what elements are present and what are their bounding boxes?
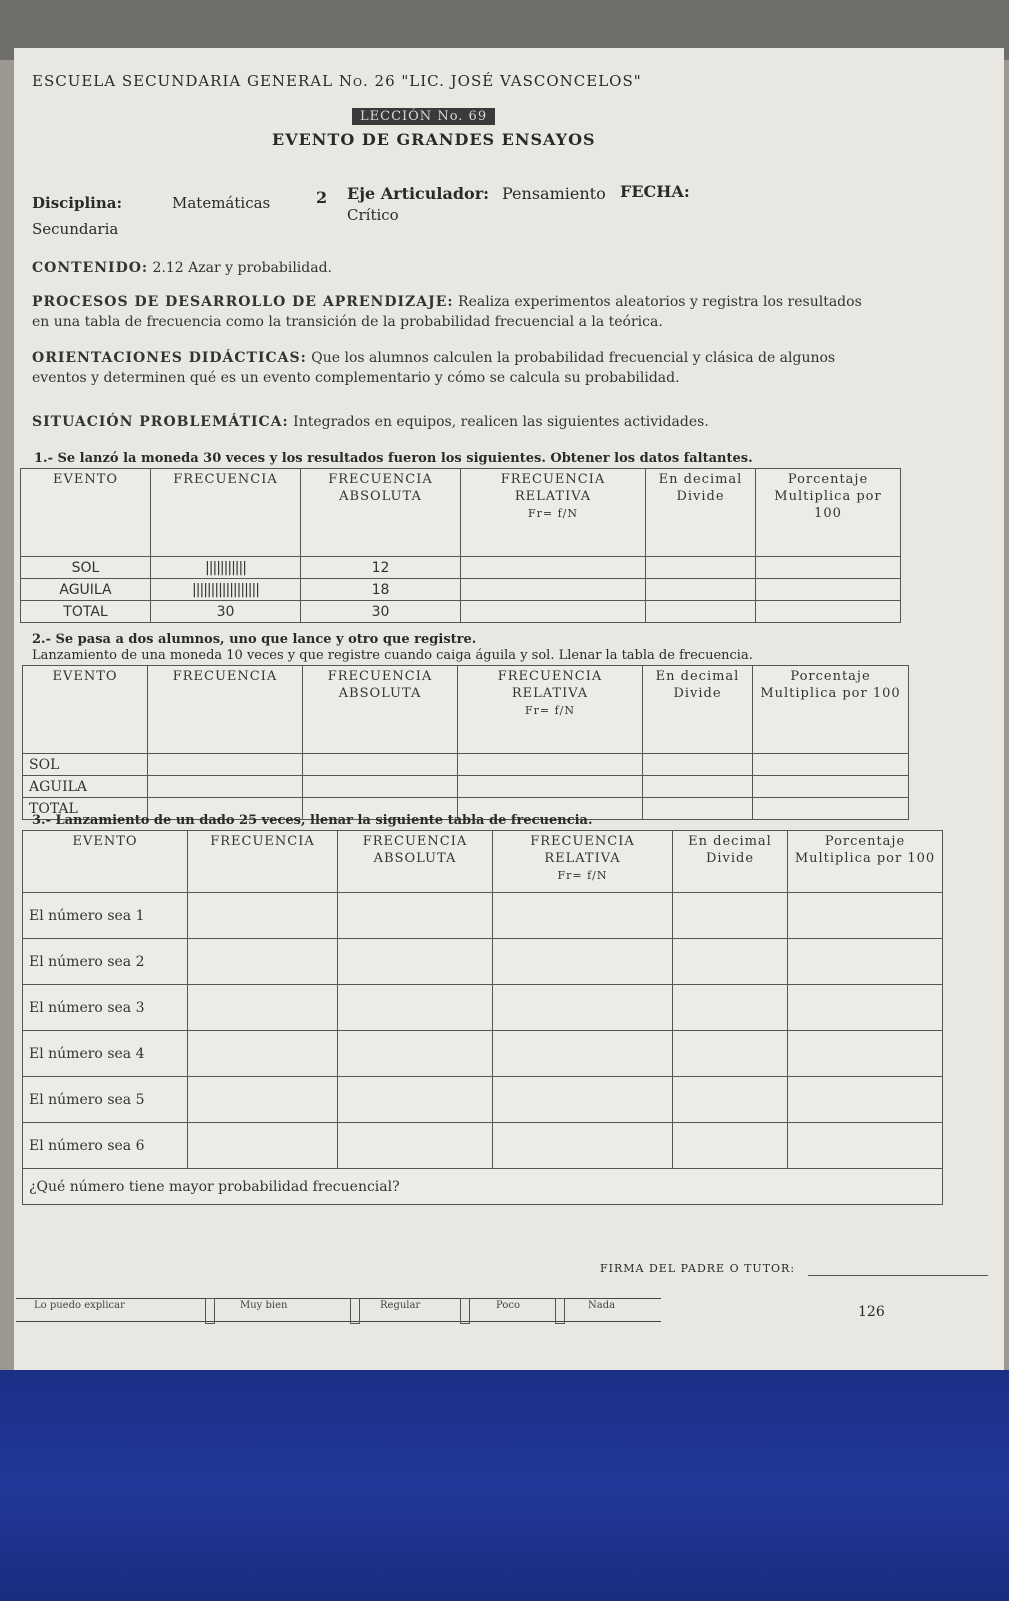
cell-frecuencia[interactable]	[188, 1031, 338, 1077]
cell-porcentaje[interactable]	[788, 1123, 943, 1169]
cell-relativa[interactable]	[493, 893, 673, 939]
discipline-label: Disciplina:	[32, 194, 123, 212]
th-porcentaje: Porcentaje Multiplica por 100	[753, 666, 909, 754]
cell-relativa[interactable]	[493, 1031, 673, 1077]
cell-relativa[interactable]	[461, 601, 646, 623]
frec-relativa-label: FRECUENCIA RELATIVA	[497, 669, 603, 701]
level: Secundaria	[32, 220, 119, 238]
axis-value-2: Crítico	[347, 206, 399, 224]
orientaciones-text: Que los alumnos calculen la probabilidad frecuencial y clásica de algunos eventos y determinen qué es un evento complementario y cómo se calcula su probabilidad.	[32, 350, 836, 386]
cell-absoluta[interactable]: 12	[301, 557, 461, 579]
table2-subcaption: Lanzamiento de una moneda 10 veces y que registre cuando caiga águila y sol. Llenar la tabla de frecuencia.	[32, 648, 753, 663]
cell-relativa[interactable]	[461, 579, 646, 601]
cell-frecuencia[interactable]	[148, 754, 303, 776]
cell-porcentaje[interactable]	[753, 754, 909, 776]
cell-evento: El número sea 2	[23, 939, 188, 985]
cell-evento: El número sea 5	[23, 1077, 188, 1123]
th-frec-absoluta: FRECUENCIA ABSOLUTA	[301, 469, 461, 557]
cell-tally: ||||||||||||||||||	[151, 579, 301, 601]
cell-porcentaje[interactable]	[756, 557, 901, 579]
cell-relativa[interactable]	[461, 557, 646, 579]
th-decimal: En decimal Divide	[643, 666, 753, 754]
th-frec-relativa	[493, 831, 673, 893]
table-row	[23, 1077, 943, 1123]
background-fabric	[0, 1370, 1009, 1601]
formula: Fr= f/N	[527, 507, 578, 520]
th-evento: EVENTO	[23, 666, 148, 754]
contenido-text: 2.12 Azar y probabilidad.	[152, 260, 332, 276]
signature-line[interactable]	[808, 1275, 988, 1276]
axis-value: Pensamiento	[502, 184, 606, 203]
question[interactable]: ¿Qué número tiene mayor probabilidad frecuencial?	[23, 1169, 943, 1205]
th-frecuencia: FRECUENCIA	[148, 666, 303, 754]
table-row	[23, 1031, 943, 1077]
rating-box[interactable]	[350, 1298, 360, 1324]
axis-label: Eje Articulador:	[347, 184, 490, 203]
rating-poco[interactable]: Poco	[496, 1300, 520, 1311]
cell-evento: AGUILA	[23, 776, 148, 798]
cell-evento: AGUILA	[21, 579, 151, 601]
table-row	[21, 557, 901, 579]
orientaciones-label: ORIENTACIONES DIDÁCTICAS:	[32, 350, 307, 366]
cell-absoluta[interactable]: 18	[301, 579, 461, 601]
formula: Fr= f/N	[557, 869, 608, 882]
grade: 2	[316, 188, 328, 207]
cell-decimal[interactable]	[673, 985, 788, 1031]
procesos	[32, 292, 872, 332]
table-row	[23, 754, 909, 776]
cell-evento: El número sea 3	[23, 985, 188, 1031]
rating-box[interactable]	[205, 1298, 215, 1324]
cell-evento: SOL	[23, 754, 148, 776]
table-row	[23, 893, 943, 939]
cell-porcentaje[interactable]	[788, 939, 943, 985]
cell-porcentaje[interactable]	[753, 798, 909, 820]
situacion	[32, 412, 872, 432]
cell-decimal[interactable]	[673, 939, 788, 985]
th-decimal: En decimal Divide	[673, 831, 788, 893]
cell-evento: TOTAL	[21, 601, 151, 623]
date-label: FECHA:	[620, 182, 690, 201]
cell-absoluta[interactable]	[338, 939, 493, 985]
th-frec-relativa	[458, 666, 643, 754]
signature-label: FIRMA DEL PADRE O TUTOR:	[600, 1262, 796, 1275]
table-row	[21, 601, 901, 623]
cell-absoluta[interactable]	[338, 985, 493, 1031]
th-frec-absoluta: FRECUENCIA ABSOLUTA	[338, 831, 493, 893]
table3-caption: 3.- Lanzamiento de un dado 25 veces, llenar la siguiente tabla de frecuencia.	[32, 813, 593, 828]
frec-relativa-label: FRECUENCIA RELATIVA	[500, 472, 606, 504]
situacion-text: Integrados en equipos, realicen las siguientes actividades.	[293, 414, 709, 430]
lesson-number: LECCIÓN No. 69	[352, 108, 495, 125]
rating-muy-bien[interactable]: Muy bien	[240, 1300, 288, 1311]
table1-caption: 1.- Se lanzó la moneda 30 veces y los resultados fueron los siguientes. Obtener los datos faltantes.	[34, 451, 753, 466]
table3	[22, 830, 943, 1205]
cell-porcentaje[interactable]	[753, 776, 909, 798]
cell-evento: TOTAL	[23, 798, 148, 820]
formula: Fr= f/N	[524, 704, 575, 717]
procesos-label: PROCESOS DE DESARROLLO DE APRENDIZAJE:	[32, 294, 454, 310]
cell-relativa[interactable]	[493, 939, 673, 985]
table2-caption: 2.- Se pasa a dos alumnos, uno que lance y otro que registre.	[32, 632, 477, 647]
contenido	[32, 258, 872, 278]
cell-porcentaje[interactable]	[756, 579, 901, 601]
th-porcentaje: Porcentaje Multiplica por 100	[788, 831, 943, 893]
orientaciones	[32, 348, 872, 388]
page-number: 126	[858, 1304, 885, 1320]
cell-absoluta[interactable]	[338, 1077, 493, 1123]
th-decimal: En decimal Divide	[646, 469, 756, 557]
th-evento: EVENTO	[23, 831, 188, 893]
cell-frecuencia[interactable]	[188, 893, 338, 939]
discipline-value: Matemáticas	[172, 194, 271, 212]
table-row	[23, 1123, 943, 1169]
cell-porcentaje[interactable]	[788, 1077, 943, 1123]
cell-absoluta[interactable]	[303, 776, 458, 798]
cell-absoluta[interactable]	[338, 1123, 493, 1169]
cell-decimal[interactable]	[643, 754, 753, 776]
table1	[20, 468, 901, 623]
table3-header-row	[23, 831, 943, 893]
procesos-text: Realiza experimentos aleatorios y registra los resultados en una tabla de frecuencia como la transición de la probabilidad frecuencial a la teórica.	[32, 294, 862, 330]
cell-absoluta[interactable]	[338, 893, 493, 939]
cell-porcentaje[interactable]	[756, 601, 901, 623]
cell-frecuencia[interactable]	[188, 939, 338, 985]
frec-relativa-label: FRECUENCIA RELATIVA	[530, 834, 635, 866]
cell-evento: El número sea 1	[23, 893, 188, 939]
cell-decimal[interactable]	[673, 1077, 788, 1123]
cell-relativa[interactable]	[493, 985, 673, 1031]
cell-decimal[interactable]	[673, 893, 788, 939]
cell-relativa[interactable]	[493, 1123, 673, 1169]
cell-frecuencia: 30	[151, 601, 301, 623]
cell-porcentaje[interactable]	[788, 985, 943, 1031]
contenido-label: CONTENIDO:	[32, 260, 149, 276]
cell-relativa[interactable]	[493, 1077, 673, 1123]
th-evento: EVENTO	[21, 469, 151, 557]
table2-header-row	[23, 666, 909, 754]
cell-decimal[interactable]	[673, 1123, 788, 1169]
cell-decimal[interactable]	[646, 579, 756, 601]
situacion-label: SITUACIÓN PROBLEMÁTICA:	[32, 414, 289, 430]
question-row	[23, 1169, 943, 1205]
cell-decimal[interactable]	[673, 1031, 788, 1077]
event-title: EVENTO DE GRANDES ENSAYOS	[272, 130, 596, 149]
cell-absoluta[interactable]: 30	[301, 601, 461, 623]
cell-frecuencia[interactable]	[188, 1077, 338, 1123]
school-name: ESCUELA SECUNDARIA GENERAL No. 26 "LIC. JOSÉ VASCONCELOS"	[32, 72, 642, 90]
cell-decimal[interactable]	[646, 601, 756, 623]
th-frec-relativa	[461, 469, 646, 557]
rating-box[interactable]	[460, 1298, 470, 1324]
table-row	[23, 939, 943, 985]
cell-porcentaje[interactable]	[788, 893, 943, 939]
cell-decimal[interactable]	[646, 557, 756, 579]
rating-regular[interactable]: Regular	[380, 1300, 421, 1311]
table2	[22, 665, 909, 820]
th-frecuencia: FRECUENCIA	[151, 469, 301, 557]
cell-porcentaje[interactable]	[788, 1031, 943, 1077]
rating-explicar[interactable]: Lo puedo explicar	[34, 1300, 125, 1311]
cell-relativa[interactable]	[458, 754, 643, 776]
cell-absoluta[interactable]	[338, 1031, 493, 1077]
cell-frecuencia[interactable]	[188, 985, 338, 1031]
cell-evento: SOL	[21, 557, 151, 579]
table-row	[23, 776, 909, 798]
th-frec-absoluta: FRECUENCIA ABSOLUTA	[303, 666, 458, 754]
cell-relativa[interactable]	[458, 776, 643, 798]
table1-header-row	[21, 469, 901, 557]
cell-evento: El número sea 4	[23, 1031, 188, 1077]
table-row	[23, 985, 943, 1031]
table-row	[21, 579, 901, 601]
cell-decimal[interactable]	[643, 776, 753, 798]
cell-decimal[interactable]	[643, 798, 753, 820]
rating-box[interactable]	[555, 1298, 565, 1324]
rating-nada[interactable]: Nada	[588, 1300, 616, 1311]
th-porcentaje: Porcentaje Multiplica por 100	[756, 469, 901, 557]
cell-frecuencia[interactable]	[148, 776, 303, 798]
cell-frecuencia[interactable]	[188, 1123, 338, 1169]
th-frecuencia: FRECUENCIA	[188, 831, 338, 893]
cell-evento: El número sea 6	[23, 1123, 188, 1169]
cell-absoluta[interactable]	[303, 754, 458, 776]
cell-tally: |||||||||||	[151, 557, 301, 579]
